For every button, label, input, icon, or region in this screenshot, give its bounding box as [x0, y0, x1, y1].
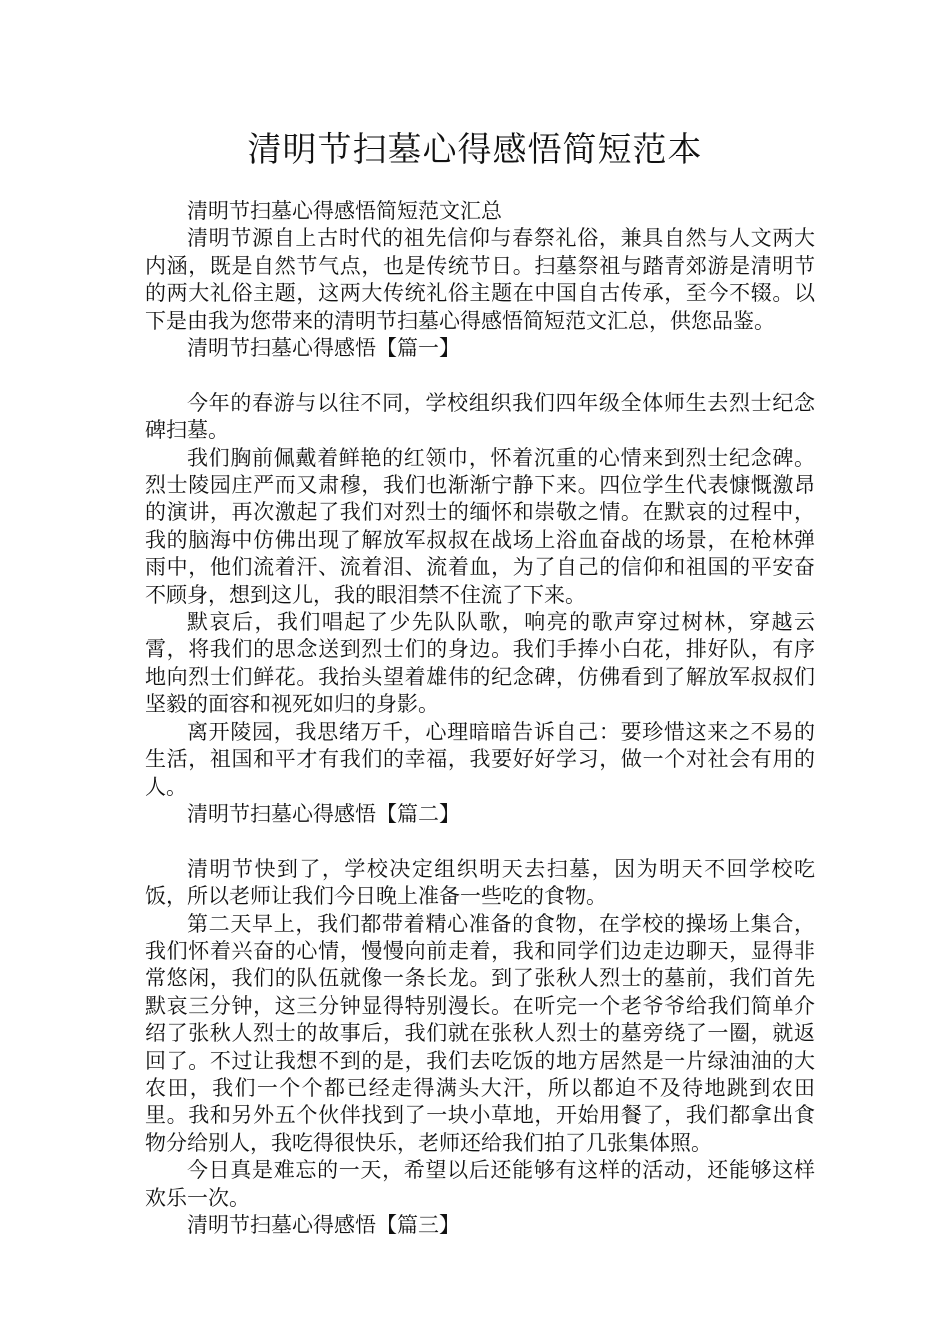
document-body	[145, 198, 815, 1239]
intro-paragraph: 清明节源自上古时代的祖先信仰与春祭礼俗，兼具自然与人文两大内涵，既是自然节气点，也是传统节日。扫墓祭祖与踏青郊游是清明节的两大礼俗主题，这两大传统礼俗主题在中国自古传承，至今不辍。以下是由我为您带来的清明节扫墓心得感悟简短范文汇总，供您品鉴。	[145, 226, 815, 333]
section-heading-1: 清明节扫墓心得感悟【篇一】	[187, 336, 460, 361]
blank-line	[145, 362, 815, 389]
body-paragraph: 清明节快到了，学校决定组织明天去扫墓，因为明天不回学校吃饭，所以老师让我们今日晚上准备一些吃的食物。	[145, 856, 815, 909]
body-paragraph: 默哀后，我们唱起了少先队队歌，响亮的歌声穿过树林，穿越云霄，将我们的思念送到烈士们的身边。我们手捧小白花，排好队，有序地向烈士们鲜花。我抬头望着雄伟的纪念碑，仿佛看到了解放军叔叔们坚毅的面容和视死如归的身影。	[145, 610, 815, 717]
section-heading-3: 清明节扫墓心得感悟【篇三】	[187, 1213, 460, 1237]
section-heading-2: 清明节扫墓心得感悟【篇二】	[187, 801, 460, 826]
body-paragraph: 离开陵园，我思绪万千，心理暗暗告诉自己：要珍惜这来之不易的生活，祖国和平才有我们的幸福，我要好好学习，做一个对社会有用的人。	[145, 719, 815, 799]
blank-line	[145, 828, 815, 855]
body-paragraph: 第二天早上，我们都带着精心准备的食物，在学校的操场上集合，我们怀着兴奋的心情，慢慢向前走着，我和同学们边走边聊天，显得非常悠闲，我们的队伍就像一条长龙。到了张秋人烈士的墓前，我们首先默哀三分钟，这三分钟显得特别漫长。在听完一个老爷爷给我们简单介绍了张秋人烈士的故事后，我们就在张秋人烈士的墓旁绕了一圈，就返回了。不过让我想不到的是，我们去吃饭的地方居然是一片绿油油的大农田，我们一个个都已经走得满头大汗，所以都迫不及待地跳到农田里。我和另外五个伙伴找到了一块小草地，开始用餐了，我们都拿出食物分给别人，我吃得很快乐，老师还给我们拍了几张集体照。	[145, 911, 815, 1155]
body-paragraph: 今日真是难忘的一天，希望以后还能够有这样的活动，还能够这样欢乐一次。	[145, 1158, 815, 1210]
body-paragraph: 我们胸前佩戴着鲜艳的红领巾，怀着沉重的心情来到烈士纪念碑。烈士陵园庄严而又肃穆，我们也渐渐宁静下来。四位学生代表慷慨激昂的演讲，再次激起了我们对烈士的缅怀和崇敬之情。在默哀的过程中，我的脑海中仿佛出现了解放军叔叔在战场上浴血奋战的场景，在枪林弹雨中，他们流着汗、流着泪、流着血，为了自己的信仰和祖国的平安奋不顾身，想到这儿，我的眼泪禁不住流了下来。	[145, 445, 815, 607]
subtitle-paragraph: 清明节扫墓心得感悟简短范文汇总	[187, 199, 502, 223]
body-paragraph: 今年的春游与以往不同，学校组织我们四年级全体师生去烈士纪念碑扫墓。	[145, 390, 815, 443]
document-title: 清明节扫墓心得感悟简短范本	[247, 130, 703, 170]
